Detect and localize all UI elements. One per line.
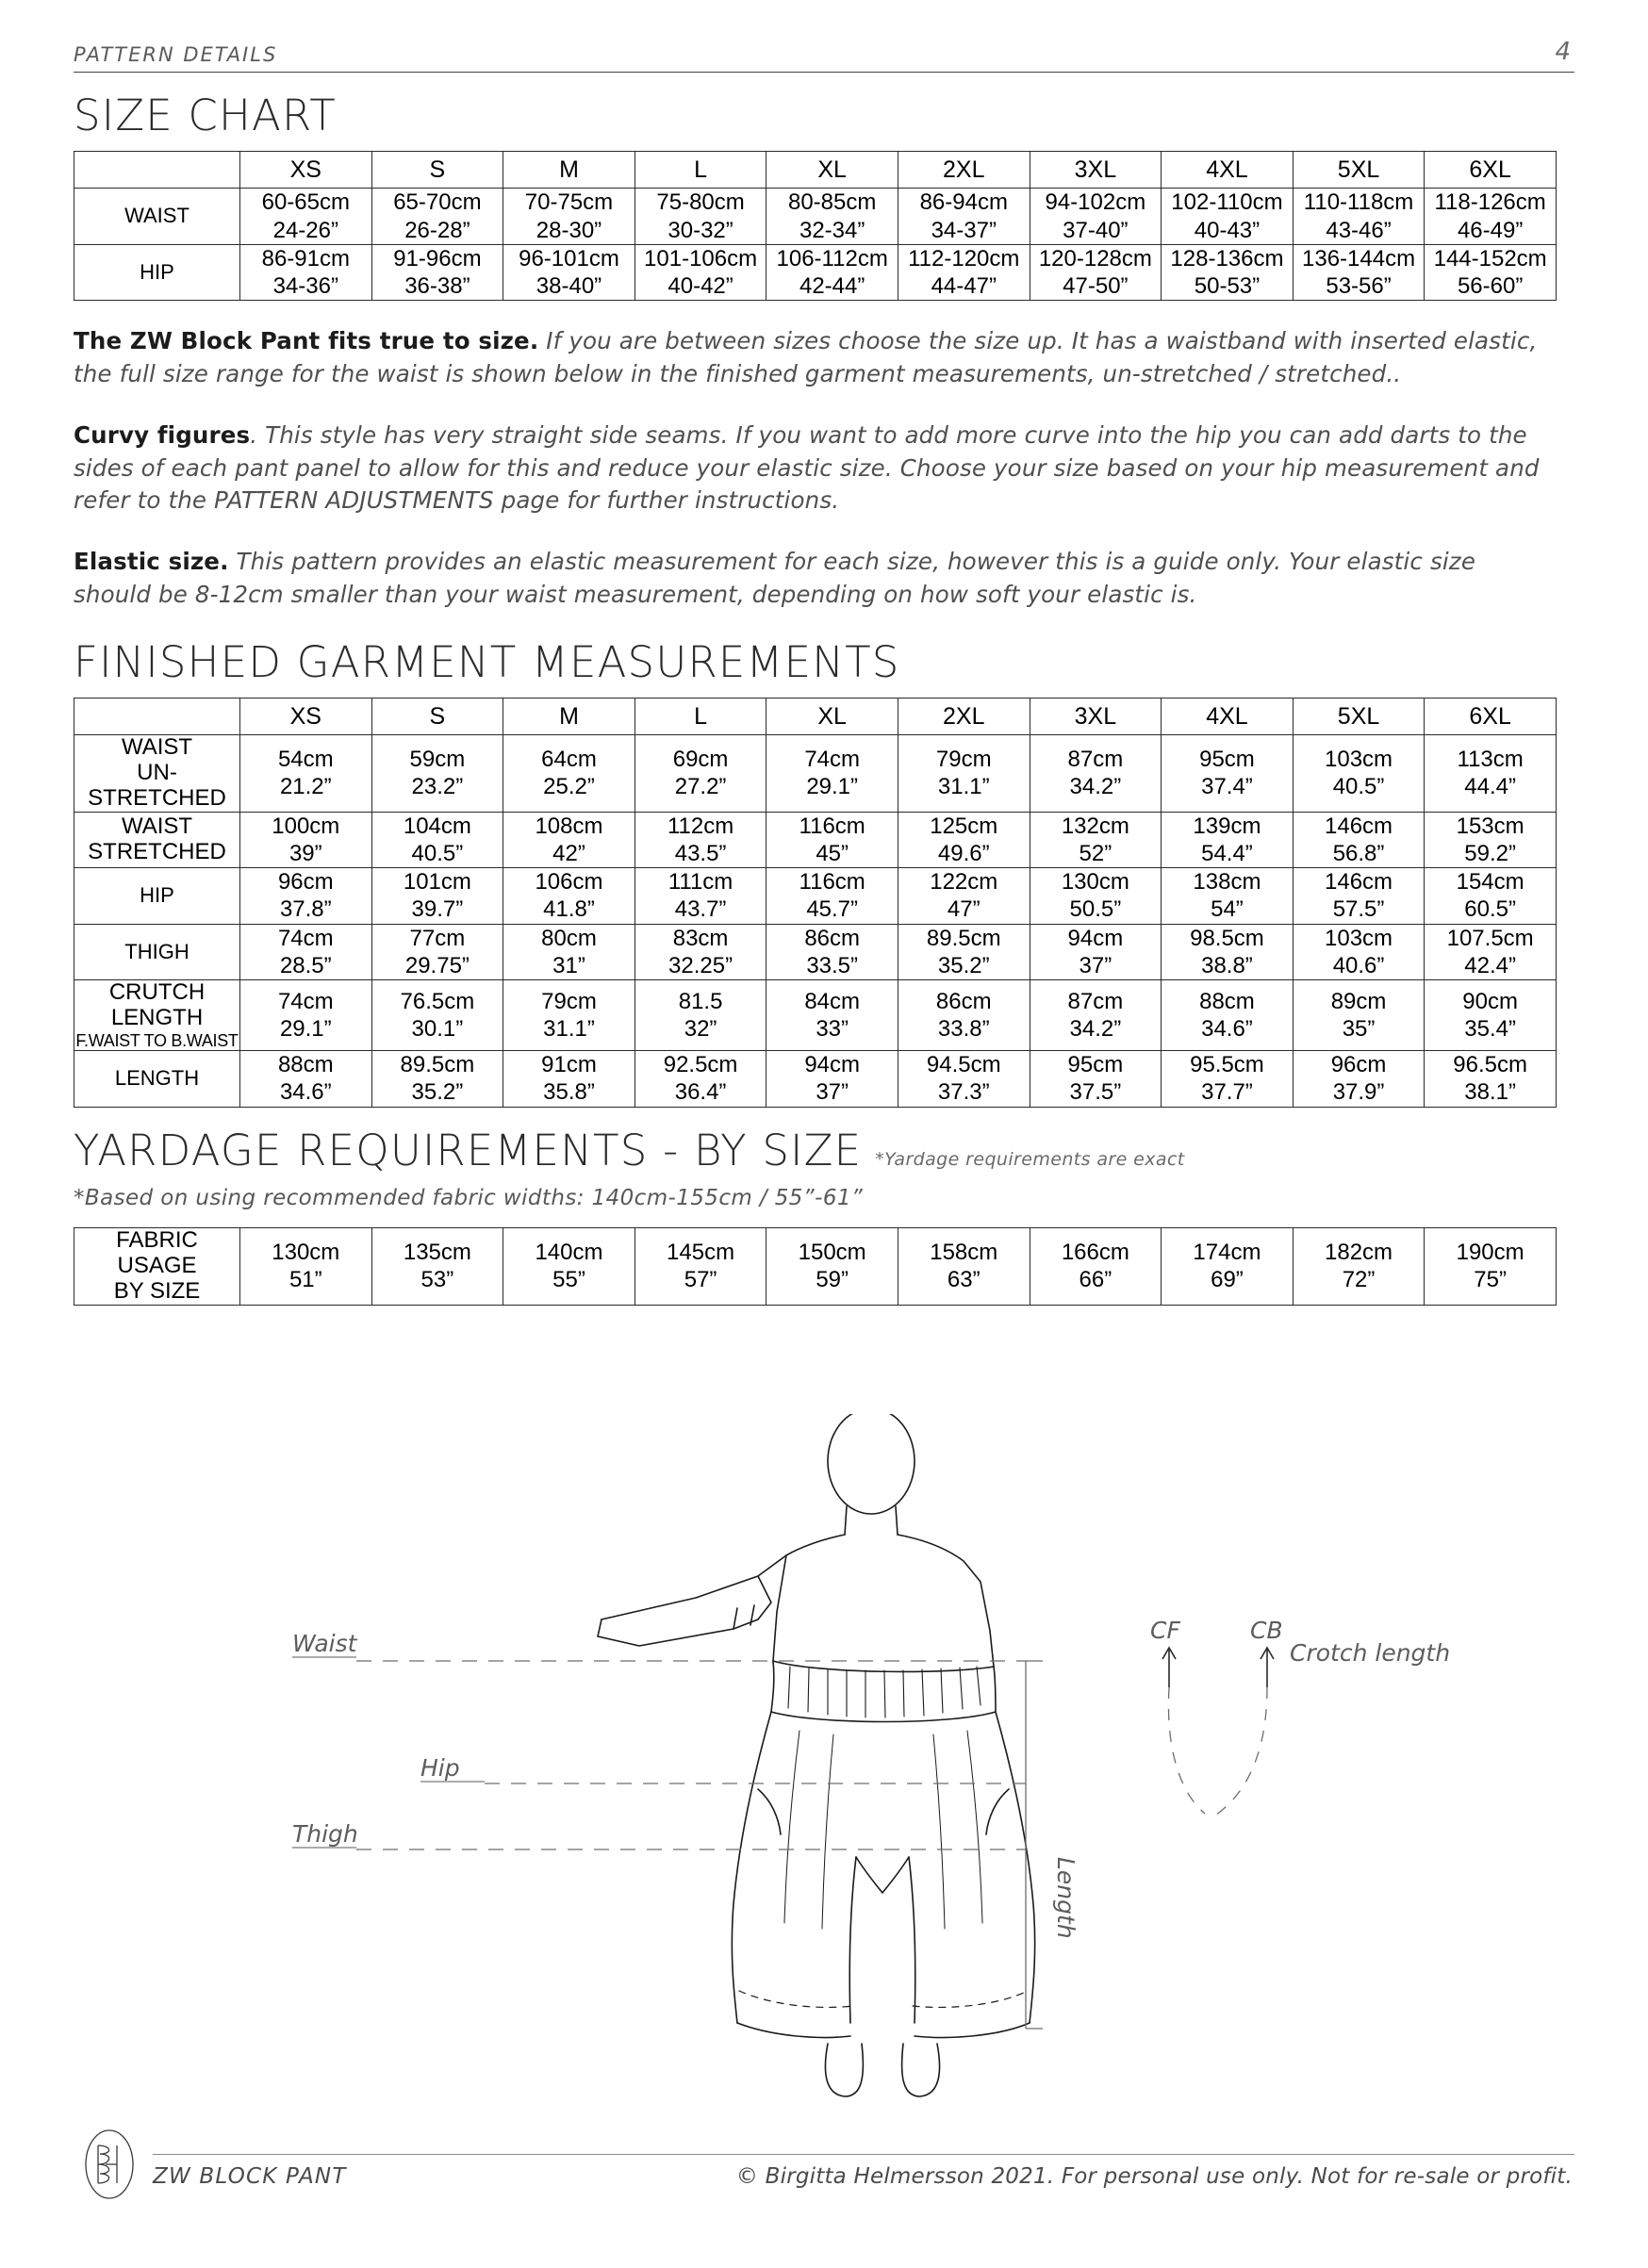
cell-waist-stretched-6xl: 153cm 59.2” (1425, 812, 1557, 868)
cell-hip-l: 101-106cm 40-42” (634, 244, 766, 301)
cell-waist-stretched-s: 104cm 40.5” (371, 812, 503, 868)
header-section-label: PATTERN DETAILS (74, 43, 278, 66)
cell-yardage-xl: 150cm 59” (766, 1227, 898, 1305)
cell-yardage-m: 140cm 55” (503, 1227, 635, 1305)
cell-thigh-xs: 74cm 28.5” (240, 924, 372, 980)
cell-length-6xl: 96.5cm 38.1” (1425, 1051, 1557, 1108)
cell-waist-stretched-3xl: 132cm 52” (1030, 812, 1162, 868)
cell-hip-4xl: 128-136cm 50-53” (1162, 244, 1294, 301)
cell-crutch-2xl: 86cm 33.8” (898, 980, 1030, 1051)
cell-yardage-3xl: 166cm 66” (1030, 1227, 1162, 1305)
cell-waist-6xl: 118-126cm 46-49” (1425, 189, 1557, 245)
row-label-waist-unstretched: WAIST UN-STRETCHED (74, 735, 240, 813)
cell-yardage-s: 135cm 53” (371, 1227, 503, 1305)
cell-waist-stretched-l: 112cm 43.5” (634, 812, 766, 868)
row-label-hip: HIP (74, 244, 240, 301)
cell-yardage-l: 145cm 57” (634, 1227, 766, 1305)
cell-waist-unstretched-2xl: 79cm 31.1” (898, 735, 1030, 813)
cell-crutch-l: 81.5 32” (634, 980, 766, 1051)
fgm-size-header-s: S (371, 698, 503, 735)
row-label-waist: WAIST (74, 189, 240, 245)
footer-divider (153, 2154, 1574, 2155)
brand-logo-icon (74, 2128, 145, 2200)
cell-crutch-3xl: 87cm 34.2” (1030, 980, 1162, 1051)
cell-fgm-hip-s: 101cm 39.7” (371, 868, 503, 925)
size-header-5xl: 5XL (1293, 152, 1425, 189)
label-waist: Waist (292, 1630, 357, 1657)
cell-thigh-m: 80cm 31” (503, 924, 635, 980)
cell-waist-unstretched-s: 59cm 23.2” (371, 735, 503, 813)
cell-thigh-5xl: 103cm 40.6” (1293, 924, 1425, 980)
table-row (74, 189, 1557, 245)
cell-fgm-hip-5xl: 146cm 57.5” (1293, 868, 1425, 925)
cell-crutch-xl: 84cm 33” (766, 980, 898, 1051)
fgm-corner-cell (74, 698, 240, 735)
page-footer (74, 2128, 1574, 2200)
cell-thigh-3xl: 94cm 37” (1030, 924, 1162, 980)
cell-thigh-l: 83cm 32.25” (634, 924, 766, 980)
note-true-to-size: The ZW Block Pant fits true to size. If you are between sizes choose the size up. It has a waistband with inserted elastic, the full size range for the waist is shown below in the finished garment measurements, un-stretched / stretched.. (74, 327, 1538, 388)
size-header-s: S (371, 152, 503, 189)
cell-crutch-xs: 74cm 29.1” (240, 980, 372, 1051)
cell-crutch-s: 76.5cm 30.1” (371, 980, 503, 1051)
fgm-size-header-3xl: 3XL (1030, 698, 1162, 735)
cell-yardage-4xl: 174cm 69” (1162, 1227, 1294, 1305)
cell-waist-stretched-5xl: 146cm 56.8” (1293, 812, 1425, 868)
cell-length-m: 91cm 35.8” (503, 1051, 635, 1108)
yardage-subnote: *Based on using recommended fabric widths: 140cm-155cm / 55”-61” (74, 1185, 864, 1210)
table-row (74, 1227, 1557, 1305)
cell-waist-stretched-xl: 116cm 45” (766, 812, 898, 868)
cell-waist-m: 70-75cm 28-30” (503, 189, 635, 245)
header-divider (74, 72, 1574, 73)
size-header-xl: XL (766, 152, 898, 189)
label-crotch-length: Crotch length (1290, 1639, 1451, 1667)
label-cb: CB (1250, 1617, 1283, 1644)
cell-thigh-2xl: 89.5cm 35.2” (898, 924, 1030, 980)
cell-yardage-xs: 130cm 51” (240, 1227, 372, 1305)
cell-yardage-2xl: 158cm 63” (898, 1227, 1030, 1305)
cell-length-4xl: 95.5cm 37.7” (1162, 1051, 1294, 1108)
cell-waist-5xl: 110-118cm 43-46” (1293, 189, 1425, 245)
cell-fgm-hip-4xl: 138cm 54” (1162, 868, 1294, 925)
table-row (74, 1051, 1557, 1108)
size-header-xs: XS (240, 152, 372, 189)
size-header-3xl: 3XL (1030, 152, 1162, 189)
cell-waist-unstretched-4xl: 95cm 37.4” (1162, 735, 1294, 813)
row-label-thigh: THIGH (74, 924, 240, 980)
cell-crutch-m: 79cm 31.1” (503, 980, 635, 1051)
label-cf: CF (1150, 1617, 1180, 1644)
size-header-m: M (503, 152, 635, 189)
cell-crutch-6xl: 90cm 35.4” (1425, 980, 1557, 1051)
footer-copyright: © Birgitta Helmersson 2021. For personal use only. Not for re-sale or profit. (735, 2163, 1573, 2189)
cell-waist-xs: 60-65cm 24-26” (240, 189, 372, 245)
table-row (74, 980, 1557, 1051)
table-row (74, 735, 1557, 813)
note-curvy-figures: Curvy figures. This style has very straight side seams. If you want to add more curve into the hip you can add darts to the sides of each pant panel to allow for this and reduce your elastic size. Choose your size based on your hip measurement and refer to the PATTERN ADJUSTMENTS page for further instructions. (74, 420, 1540, 515)
cell-waist-unstretched-xl: 74cm 29.1” (766, 735, 898, 813)
cell-hip-xs: 86-91cm 34-36” (240, 244, 372, 301)
finished-garment-title: FINISHED GARMENT MEASUREMENTS (74, 636, 900, 687)
label-thigh: Thigh (292, 1820, 358, 1848)
cell-thigh-6xl: 107.5cm 42.4” (1425, 924, 1557, 980)
figure-head (828, 1414, 915, 1514)
cell-hip-s: 91-96cm 36-38” (371, 244, 503, 301)
cell-waist-2xl: 86-94cm 34-37” (898, 189, 1030, 245)
cell-waist-unstretched-m: 64cm 25.2” (503, 735, 635, 813)
cell-length-2xl: 94.5cm 37.3” (898, 1051, 1030, 1108)
cell-hip-2xl: 112-120cm 44-47” (898, 244, 1030, 301)
size-header-2xl: 2XL (898, 152, 1030, 189)
cell-hip-3xl: 120-128cm 47-50” (1030, 244, 1162, 301)
cell-hip-6xl: 144-152cm 56-60” (1425, 244, 1557, 301)
cell-waist-s: 65-70cm 26-28” (371, 189, 503, 245)
fgm-size-header-m: M (503, 698, 635, 735)
cell-crutch-5xl: 89cm 35” (1293, 980, 1425, 1051)
table-row (74, 924, 1557, 980)
label-hip: Hip (420, 1754, 460, 1782)
row-label-length: LENGTH (74, 1051, 240, 1108)
label-length: Length (1052, 1857, 1079, 1939)
fgm-size-header-xs: XS (240, 698, 372, 735)
cell-fgm-hip-l: 111cm 43.7” (634, 868, 766, 925)
cell-waist-unstretched-6xl: 113cm 44.4” (1425, 735, 1557, 813)
row-label-fgm-hip: HIP (74, 868, 240, 925)
size-header-6xl: 6XL (1425, 152, 1557, 189)
cell-length-5xl: 96cm 37.9” (1293, 1051, 1425, 1108)
table-row (74, 868, 1557, 925)
note-elastic-size: Elastic size. This pattern provides an elastic measurement for each size, however this is a guide only. Your elastic size should be 8-12cm smaller than your waist measurement, depending on how soft your elastic is. (74, 548, 1476, 608)
cell-fgm-hip-6xl: 154cm 60.5” (1425, 868, 1557, 925)
cell-thigh-xl: 86cm 33.5” (766, 924, 898, 980)
cell-fgm-hip-xs: 96cm 37.8” (240, 868, 372, 925)
cell-waist-l: 75-80cm 30-32” (634, 189, 766, 245)
size-chart-header-row (74, 152, 1557, 189)
page-content (74, 38, 1574, 1306)
fgm-header-row (74, 698, 1557, 735)
size-chart-corner-cell (74, 152, 240, 189)
footer-bar (153, 2141, 1574, 2189)
cell-waist-unstretched-5xl: 103cm 40.5” (1293, 735, 1425, 813)
table-row (74, 244, 1557, 301)
cell-length-3xl: 95cm 37.5” (1030, 1051, 1162, 1108)
size-chart-table (74, 151, 1557, 301)
cell-waist-unstretched-l: 69cm 27.2” (634, 735, 766, 813)
fgm-size-header-l: L (634, 698, 766, 735)
yardage-title: YARDAGE REQUIREMENTS - BY SIZE (74, 1125, 863, 1175)
cell-crutch-4xl: 88cm 34.6” (1162, 980, 1294, 1051)
page-number: 4 (1555, 38, 1571, 66)
cell-waist-3xl: 94-102cm 37-40” (1030, 189, 1162, 245)
fgm-size-header-4xl: 4XL (1162, 698, 1294, 735)
size-chart-title: SIZE CHART (74, 90, 337, 140)
cell-length-l: 92.5cm 36.4” (634, 1051, 766, 1108)
cell-fgm-hip-xl: 116cm 45.7” (766, 868, 898, 925)
cell-hip-m: 96-101cm 38-40” (503, 244, 635, 301)
page-header (74, 38, 1574, 73)
pant-technical-illustration (74, 1414, 1574, 2102)
row-label-crutch-length: CRUTCH LENGTH F.WAIST TO B.WAIST (75, 979, 239, 1050)
cell-fgm-hip-3xl: 130cm 50.5” (1030, 868, 1162, 925)
cell-hip-xl: 106-112cm 42-44” (766, 244, 898, 301)
fgm-size-header-xl: XL (766, 698, 898, 735)
cell-yardage-6xl: 190cm 75” (1425, 1227, 1557, 1305)
yardage-table (74, 1227, 1557, 1306)
cell-hip-5xl: 136-144cm 53-56” (1293, 244, 1425, 301)
fit-notes (74, 325, 1574, 611)
size-header-l: L (634, 152, 766, 189)
cell-waist-unstretched-3xl: 87cm 34.2” (1030, 735, 1162, 813)
fgm-size-header-2xl: 2XL (898, 698, 1030, 735)
cell-length-xl: 94cm 37” (766, 1051, 898, 1108)
cell-waist-stretched-xs: 100cm 39” (240, 812, 372, 868)
size-header-4xl: 4XL (1162, 152, 1294, 189)
cell-length-s: 89.5cm 35.2” (371, 1051, 503, 1108)
cell-waist-unstretched-xs: 54cm 21.2” (240, 735, 372, 813)
cell-waist-stretched-2xl: 125cm 49.6” (898, 812, 1030, 868)
cell-waist-xl: 80-85cm 32-34” (766, 189, 898, 245)
yardage-title-note: *Yardage requirements are exact (875, 1148, 1185, 1170)
yardage-title-row (74, 1125, 1574, 1175)
footer-pattern-name: ZW BLOCK PANT (153, 2163, 347, 2189)
cell-thigh-s: 77cm 29.75” (371, 924, 503, 980)
cell-waist-stretched-m: 108cm 42” (503, 812, 635, 868)
row-label-fabric-usage: FABRIC USAGE BY SIZE (74, 1227, 240, 1305)
finished-garment-table (74, 698, 1557, 1108)
fgm-size-header-6xl: 6XL (1425, 698, 1557, 735)
table-row (74, 812, 1557, 868)
cell-thigh-4xl: 98.5cm 38.8” (1162, 924, 1294, 980)
fgm-size-header-5xl: 5XL (1293, 698, 1425, 735)
row-label-waist-stretched: WAIST STRETCHED (74, 812, 240, 868)
cell-length-xs: 88cm 34.6” (240, 1051, 372, 1108)
cell-yardage-5xl: 182cm 72” (1293, 1227, 1425, 1305)
cell-fgm-hip-2xl: 122cm 47” (898, 868, 1030, 925)
cell-fgm-hip-m: 106cm 41.8” (503, 868, 635, 925)
cell-waist-4xl: 102-110cm 40-43” (1162, 189, 1294, 245)
cell-waist-stretched-4xl: 139cm 54.4” (1162, 812, 1294, 868)
